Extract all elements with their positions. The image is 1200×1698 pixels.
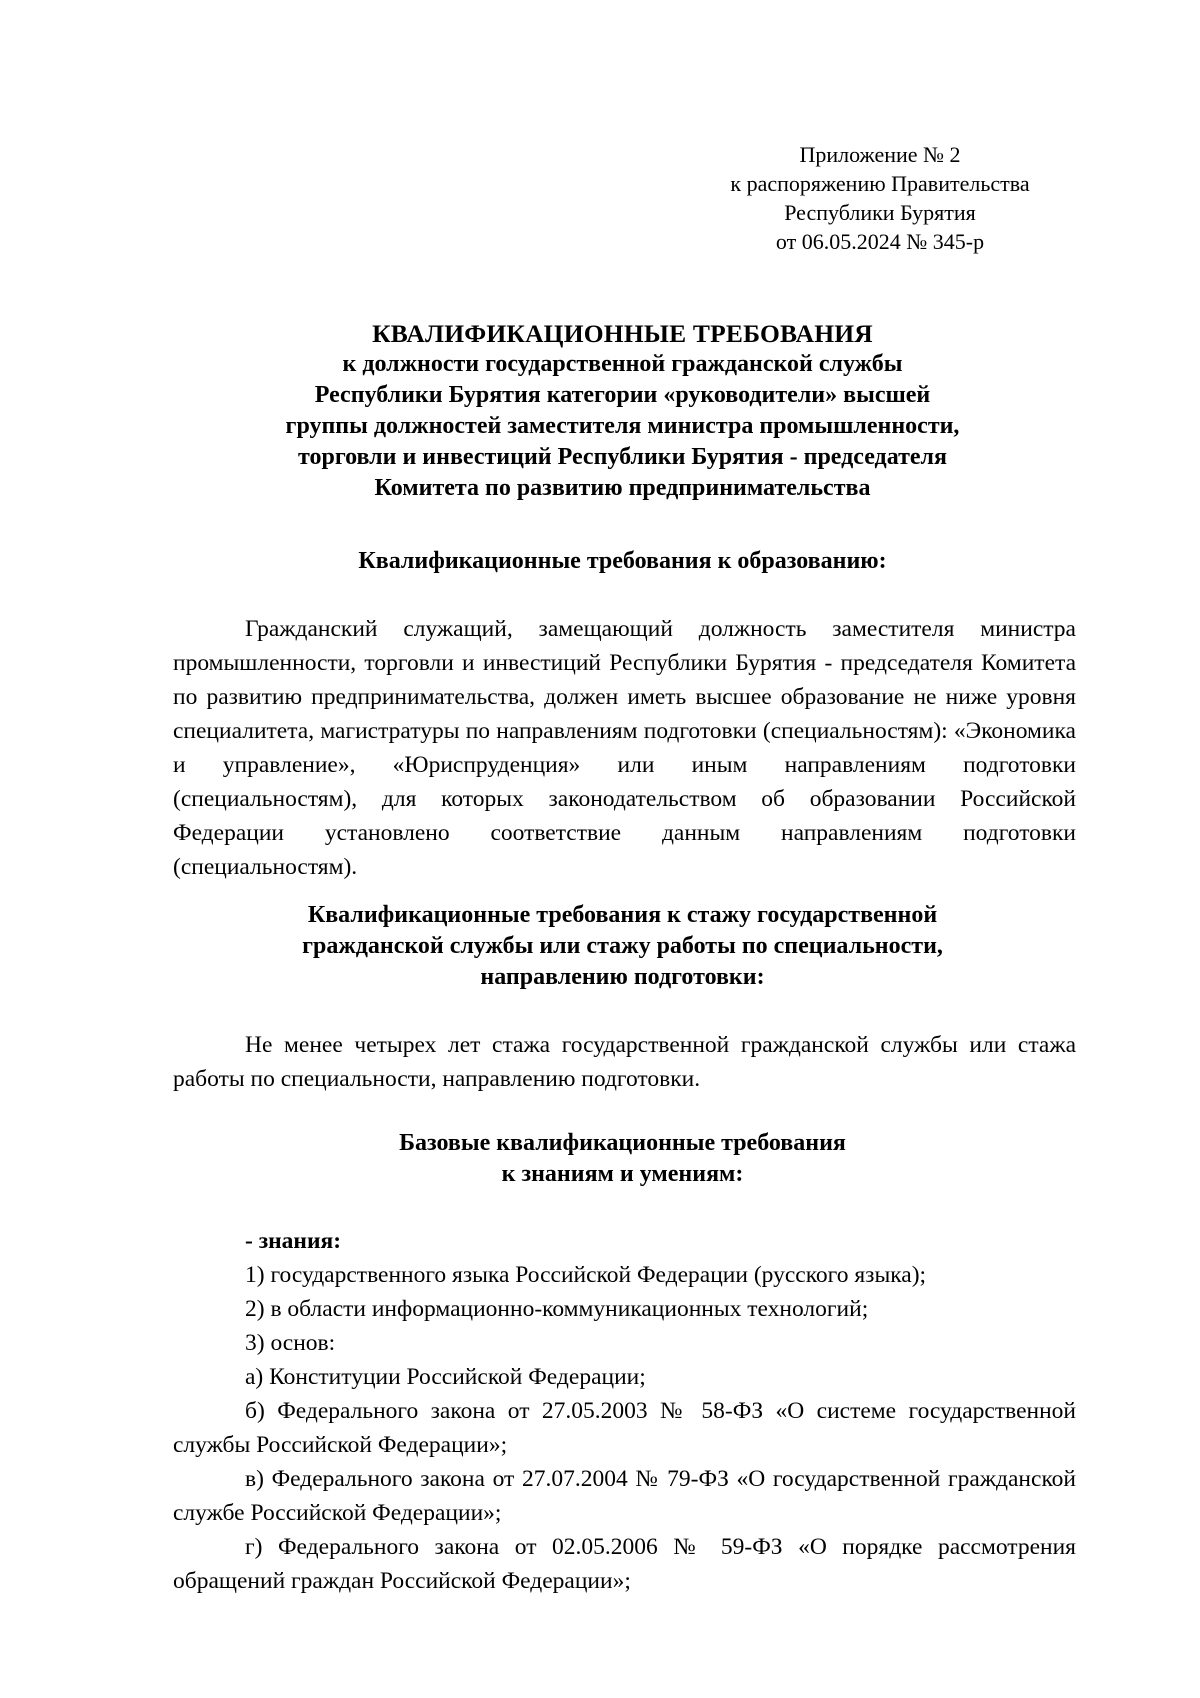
- document-title: [170, 318, 1075, 504]
- list-item: в) Федерального закона от 27.07.2004 № 79-ФЗ «О государственной гражданской службе Российской Федерации»;: [173, 1466, 1076, 1526]
- appendix-reference: [690, 140, 1070, 256]
- appendix-republic: Республики Бурятия: [784, 200, 976, 225]
- list-item: 2) в области информационно-коммуникационных технологий;: [245, 1296, 869, 1322]
- title-line-2: к должности государственной гражданской службы: [342, 351, 903, 377]
- title-main: КВАЛИФИКАЦИОННЫЕ ТРЕБОВАНИЯ: [372, 319, 873, 348]
- experience-text: Не менее четырех лет стажа государственной гражданской службы или стажа работы по специальности, направлению подготовки.: [173, 1032, 1076, 1092]
- title-line-3: Республики Бурятия категории «руководители» высшей: [314, 382, 931, 408]
- list-item: г) Федерального закона от 02.05.2006 № 59-ФЗ «О порядке рассмотрения обращений граждан Российской Федерации»;: [173, 1534, 1076, 1594]
- title-line-6: Комитета по развитию предпринимательства: [374, 475, 871, 501]
- experience-heading-line-1: Квалификационные требования к стажу государственной: [307, 902, 938, 928]
- knowledge-list: [173, 1224, 1076, 1598]
- experience-heading: [170, 900, 1075, 993]
- list-item: б) Федерального закона от 27.05.2003 № 58-ФЗ «О системе государственной службы Российской Федерации»;: [173, 1398, 1076, 1458]
- title-line-4: группы должностей заместителя министра промышленности,: [285, 413, 960, 439]
- basic-heading: [170, 1128, 1075, 1190]
- appendix-order: к распоряжению Правительства: [730, 171, 1030, 196]
- list-item: а) Конституции Российской Федерации;: [245, 1364, 646, 1390]
- basic-heading-line-1: Базовые квалификационные требования: [399, 1130, 846, 1156]
- basic-heading-line-2: к знаниям и умениям:: [501, 1161, 744, 1187]
- list-item: 3) основ:: [245, 1330, 336, 1356]
- education-text: Гражданский служащий, замещающий должность заместителя министра промышленности, торговли и инвестиций Республики Бурятия - председателя Комитета по развитию предпринимательства, должен иметь высшее образование не ниже уровня специалитета, магистратуры по направлениям подготовки (специальностям): «Экономика и управление», «Юриспруденция» или иным направлениям подготовки (специальностям), для которых законодательством об образовании Российской Федерации установлено соответствие данным направлениям подготовки (специальностям).: [173, 616, 1076, 880]
- appendix-number: Приложение № 2: [799, 142, 961, 167]
- experience-heading-line-2: гражданской службы или стажу работы по специальности,: [302, 933, 943, 959]
- title-line-5: торговли и инвестиций Республики Бурятия - председателя: [298, 444, 947, 470]
- appendix-date: от 06.05.2024 № 345-р: [775, 229, 985, 254]
- knowledge-list-header: - знания:: [245, 1228, 342, 1254]
- experience-heading-line-3: направлению подготовки:: [480, 964, 765, 990]
- list-item: 1) государственного языка Российской Федерации (русского языка);: [245, 1262, 927, 1288]
- education-heading: Квалификационные требования к образованию:: [358, 548, 887, 574]
